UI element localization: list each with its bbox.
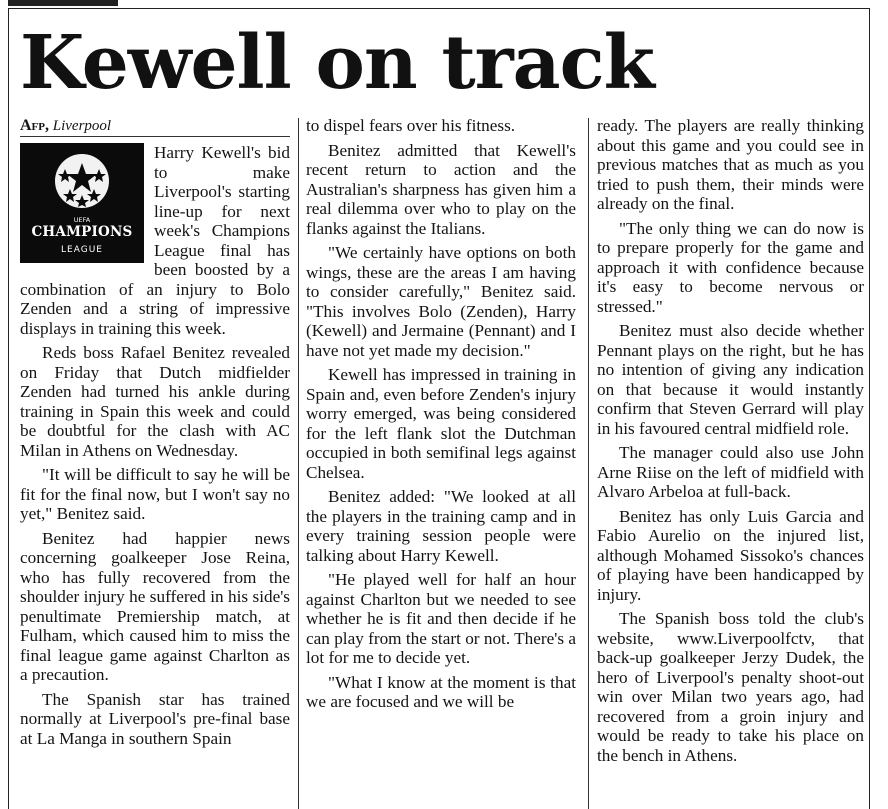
frame-left-rule bbox=[8, 8, 9, 809]
paragraph: Benitez added: "We looked at all the players in the training camp and in every training session people were talking about Harry Kewell. bbox=[306, 487, 576, 565]
headline: Kewell on track bbox=[20, 20, 654, 106]
paragraph: The Spanish star has trained normally at Liverpool's pre-final base at La Manga in southern Spain bbox=[20, 689, 290, 748]
paragraph: ready. The players are really thinking about this game and you could see in previous matches that as much as you tried to push them, their minds were already on the final. bbox=[597, 116, 864, 213]
top-rule bbox=[8, 8, 870, 9]
champions-league-logo bbox=[20, 143, 144, 263]
paragraph: "It will be difficult to say he will be fit for the final now, but I won't say no yet," Benitez said. bbox=[20, 465, 290, 523]
logo-subtitle-text: LEAGUE bbox=[61, 245, 103, 255]
byline bbox=[20, 116, 290, 137]
paragraph: Benitez had happier news concerning goalkeeper Jose Reina, who has fully recovered from the shoulder injury he suffered in his side's penultimate Premiership match, at Fulham, which caused him to miss the final league game against Charlton as a precaution. bbox=[20, 528, 290, 684]
paragraph: Kewell has impressed in training in Spain and, even before Zenden's injury worry emerged, was being considered for the left flank slot the Dutchman occupied in both semifinal legs against Chelsea. bbox=[306, 365, 576, 482]
article-column-2 bbox=[306, 116, 576, 717]
paragraph: Reds boss Rafael Benitez revealed on Friday that Dutch midfielder Zenden had turned his ankle during training in Spain this week and could be doubtful for the clash with AC Milan in Athens on Wednesday. bbox=[20, 343, 290, 460]
paragraph: to dispel fears over his fitness. bbox=[306, 116, 516, 135]
paragraph: "He played well for half an hour against Charlton but we needed to see whether he is fit and then decide if he can play from the start or not. There's a lot for me to decide yet. bbox=[306, 570, 576, 667]
frame-right-rule bbox=[869, 8, 870, 809]
paragraph: The Spanish boss told the club's website, www.Liverpoolfctv, that back-up goalkeeper Jerzy Dudek, the hero of Liverpool's penalty shoot-out win over Milan two years ago, had recovered from a groin injury and would be ready to take his place on the bench in Athens. bbox=[597, 609, 864, 765]
paragraph: "What I know at the moment is that we are focused and we will be bbox=[306, 672, 576, 711]
paragraph: Benitez has only Luis Garcia and Fabio Aurelio on the injured list, although Mohamed Sissoko's chances of playing have been handicapped by injury. bbox=[597, 506, 864, 604]
article-column-3 bbox=[597, 116, 864, 770]
column-divider bbox=[588, 118, 589, 809]
paragraph: The manager could also use John Arne Riise on the left of midfield with Alvaro Arbeloa at full-back. bbox=[597, 443, 864, 501]
article-column-1 bbox=[20, 116, 290, 753]
logo-uefa-text: UEFA bbox=[73, 216, 91, 224]
paragraph: "The only thing we can do now is to prepare properly for the game and approach it with confidence because it's easy to become nervous or stressed." bbox=[597, 218, 864, 316]
paragraph: Benitez must also decide whether Pennant plays on the right, but he has no intention of giving any indication on that because it would instantly confirm that Steven Gerrard will play in his favoured central midfield role. bbox=[597, 321, 864, 438]
column-divider bbox=[298, 118, 299, 809]
byline-agency: Afp, bbox=[20, 117, 49, 134]
section-header-bar bbox=[8, 0, 118, 6]
logo-title-text: CHAMPIONS bbox=[31, 224, 133, 240]
byline-place: Liverpool bbox=[52, 118, 112, 134]
paragraph: Benitez admitted that Kewell's recent return to action and the Australian's sharpness has given him a real dilemma over who to play on the flanks against the Italians. bbox=[306, 140, 576, 238]
paragraph: "We certainly have options on both wings, these are the areas I am having to consider carefully," Benitez said. "This involves Bolo (Zenden), Harry (Kewell) and Jermaine (Pennant) and I have not yet made my decision." bbox=[306, 243, 576, 360]
paragraph: Harry Kewell's bid to make Liverpool's starting line-up for next week's Champions League final has been boosted by a combination of an injury to Bolo Zenden and a string of impressive displays in training this week. bbox=[20, 143, 290, 338]
